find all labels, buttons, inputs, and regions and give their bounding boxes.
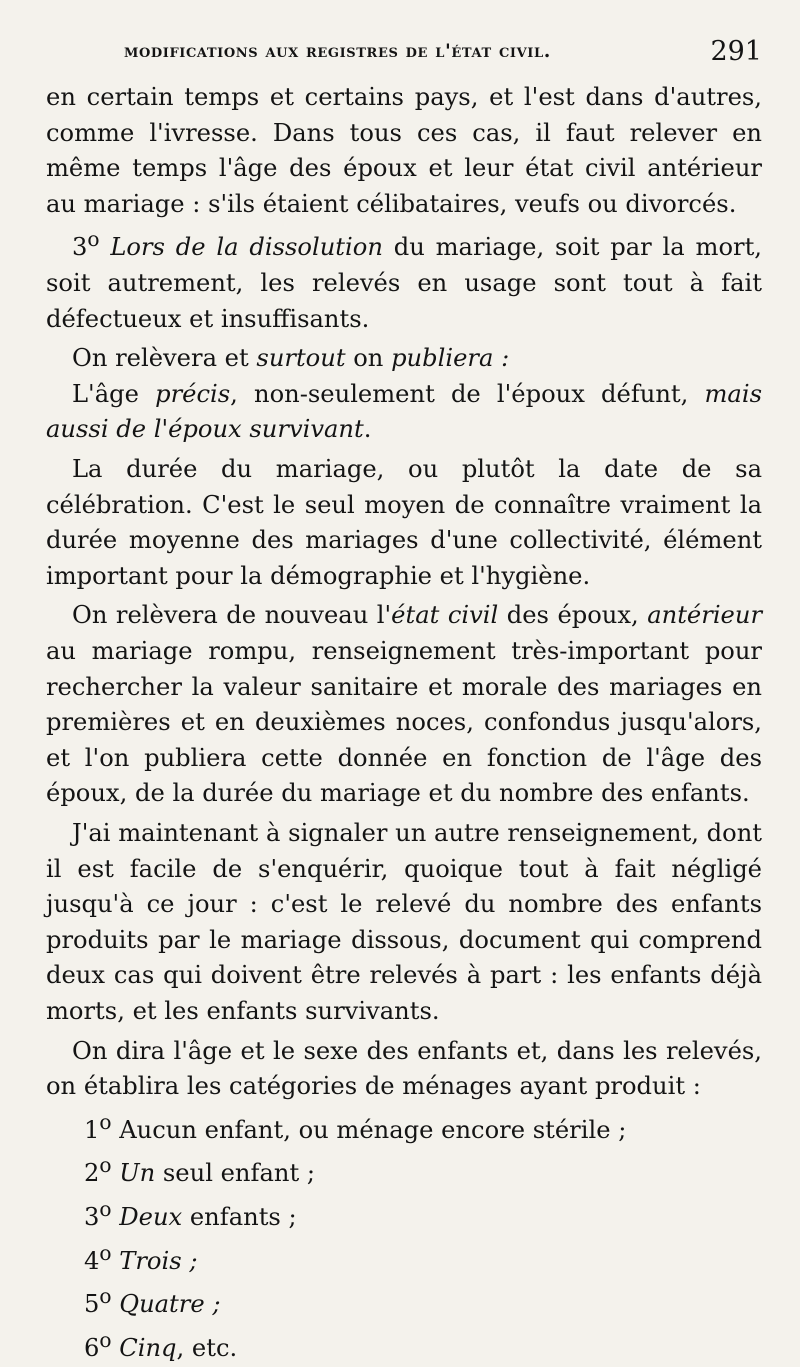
paragraph-4 — [46, 377, 762, 448]
paragraph-6-text-2: des époux, — [498, 601, 648, 630]
paragraph-6 — [46, 598, 762, 812]
list-item — [46, 1279, 762, 1323]
paragraph-6-emphasis-1: état civil — [391, 601, 499, 630]
paragraph-3-text-2: on — [345, 344, 392, 373]
paragraph-6-text-3: au mariage rompu, renseignement très-important pour rechercher la valeur sanitaire et morale des mariages en premières et en deuxièmes noces, confondus jusqu'alors, et l'on publiera cette donnée en fonction de l'âge des époux, de la durée du mariage et du nombre des enfants. — [46, 636, 762, 808]
paragraph-3-text-1: On relèvera et — [72, 344, 257, 373]
ordinal-suffix: o — [99, 1153, 112, 1178]
list-item-text: enfants ; — [182, 1203, 297, 1232]
list-item-emphasis: Deux — [119, 1203, 183, 1232]
list-item-emphasis: Trois ; — [119, 1246, 198, 1275]
list-item-text: Aucun enfant, ou ménage encore stérile ; — [111, 1115, 627, 1144]
paragraph-6-text-1: On relèvera de nouveau l' — [72, 601, 392, 630]
paragraph-4-emphasis-1: précis — [155, 379, 231, 408]
paragraph-7 — [46, 816, 762, 1030]
list-item-text: seul enfant ; — [155, 1159, 316, 1188]
list-item-number: 4 — [84, 1246, 100, 1275]
paragraph-2-text: du mariage, soit par la mort, soit autrement, les relevés en usage sont tout à fait défectueux et insuffisants. — [46, 233, 762, 333]
running-title: modifications aux registres de l'état civil. — [124, 40, 551, 62]
list-item-number: 1 — [84, 1115, 100, 1144]
ordinal-suffix: o — [99, 1240, 112, 1265]
paragraph-3-emphasis-2: publiera : — [391, 344, 510, 373]
paragraph-2-number: 3 — [72, 233, 88, 262]
paragraph-6-emphasis-2: antérieur — [647, 601, 763, 630]
list-item — [46, 1323, 762, 1367]
page-header — [124, 36, 762, 76]
paragraph-4-emphasis-2: mais aussi de l'époux survivant — [46, 379, 762, 444]
list-item — [46, 1148, 762, 1192]
paragraph-4-text-1: L'âge — [72, 379, 156, 408]
paragraph-3-emphasis-1: surtout — [256, 344, 346, 373]
ordinal-suffix: o — [99, 1284, 112, 1309]
page-body — [46, 80, 762, 1367]
list-item — [46, 1105, 762, 1149]
paragraph-4-text-2: , non-seulement de l'époux défunt, — [230, 379, 705, 408]
paragraph-8 — [46, 1034, 762, 1105]
ordinal-suffix: o — [87, 227, 100, 252]
paragraph-2-emphasis: Lors de la dissolution — [110, 233, 383, 262]
list-item-emphasis: Quatre ; — [119, 1290, 221, 1319]
list-item-number: 5 — [84, 1290, 100, 1319]
paragraph-1-text: en certain temps et certains pays, et l'est dans d'autres, comme l'ivresse. Dans tous ces cas, il faut relever en même temps l'âge des époux et leur état civil antérieur au mariage : s'ils étaient célibataires, veufs ou divorcés. — [46, 83, 762, 218]
list-item — [46, 1192, 762, 1236]
list-item-number: 2 — [84, 1159, 100, 1188]
paragraph-4-text-3: . — [363, 415, 372, 444]
list-item-text: , etc. — [176, 1334, 238, 1363]
paragraph-2 — [46, 222, 762, 337]
ordinal-suffix: o — [99, 1197, 112, 1221]
list-item — [46, 1236, 762, 1280]
list-item-emphasis: Un — [119, 1159, 156, 1188]
ordinal-suffix: o — [99, 1327, 112, 1352]
paragraph-1 — [46, 80, 762, 222]
paragraph-3 — [46, 341, 762, 377]
category-list — [46, 1105, 762, 1367]
page-number: 291 — [710, 36, 762, 67]
ordinal-suffix: o — [99, 1109, 112, 1134]
paragraph-5 — [46, 452, 762, 594]
list-item-number: 6 — [84, 1334, 100, 1363]
paragraph-7-text: J'ai maintenant à signaler un autre renseignement, dont il est facile de s'enquérir, quoique tout à fait négligé jusqu'à ce jour : c'est le relevé du nombre des enfants produits par le mariage dissous, document qui comprend deux cas qui doivent être relevés à part : les enfants déjà morts, et les enfants survivants. — [46, 818, 762, 1025]
list-item-emphasis: Cinq — [119, 1334, 177, 1363]
list-item-number: 3 — [84, 1203, 100, 1232]
paragraph-5-text: La durée du mariage, ou plutôt la date de sa célébration. C'est le seul moyen de connaître vraiment la durée moyenne des mariages d'une collectivité, élément important pour la démographie et l'hygiène. — [46, 455, 762, 590]
paragraph-8-text: On dira l'âge et le sexe des enfants et, dans les relevés, on établira les catégories de ménages ayant produit : — [46, 1036, 762, 1101]
